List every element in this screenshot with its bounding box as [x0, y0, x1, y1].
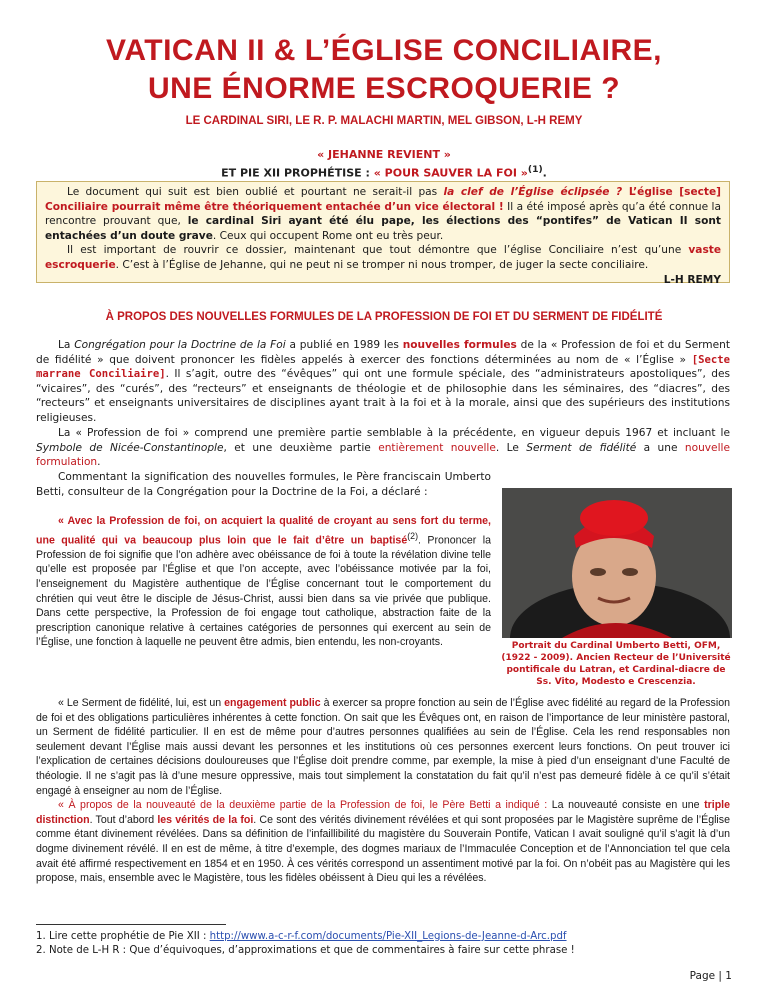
main-title-line2: UNE ÉNORME ESCROQUERIE ? — [147, 72, 621, 105]
subtitle-jehanne: « JEHANNE REVIENT » — [317, 148, 451, 161]
nouveaute-paragraph: « À propos de la nouveauté de la deuxième partie de la Profession de foi, le Père Betti a indiqué : La nouveauté consiste en une triple distinction. Tout d’abord les vérités de la foi. Ce sont des vérités divinement révélées et qui sont proposées par le Magistère suprême de l’Église comme étant divinement révélées. Dans sa définition de l’infaillibilité du magistère du Souverain Pontife, Vatican I avait souligné qu’il s’agit là d’un dogme divinement révélé. Il en est de même, à titre d’exemple, des dogmes mariaux de l’Immaculée Conception et de l’Annonciation tel que cela avait été affirmé respectivement en 1854 et en 1950. À ces vérités correspond un assentiment motivé par la foi. On n’obéit pas au Magistère qui les propose, mais, ensemble avec le Magistère, tous les fidèles obéissent à Dieu qui les a révélées. — [36, 799, 730, 885]
intro-box — [36, 181, 730, 286]
photo-caption: Portrait du Cardinal Umberto Betti, OFM, (1922 - 2009). Ancien Recteur de l’Université pontificale du Latran, et Cardinal-diacre de Ss. Vito, Modesto e Crescenzia. — [501, 641, 731, 687]
intro-paragraph-1: Le document qui suit est bien oublié et pourtant ne serait-il pas la clef de l’Église éclipsée ? L’église [secte] Conciliaire pourrait même être théoriquement entachée d’un vice électoral ! Il a été imposé après qu’a été connue la rencontre prouvant que, le cardinal Siri ayant été élu pape, les élections des “pontifes” de Vatican II sont entachées d’un doute grave. Ceux qui occupent Rome ont eu très peur. — [45, 186, 721, 242]
body-paragraph-3: Commentant la signification des nouvelles formules, le Père franciscain Umberto Betti, consulteur de la Congrégation pour la Doctrine de la Foi, a déclaré : — [36, 471, 491, 498]
subtitle-pie-xii: ET PIE XII PROPHÉTISE : « POUR SAUVER LA FOI »$^{(1)}$. — [221, 164, 547, 180]
body-paragraph-4: « Avec la Profession de foi, on acquiert la qualité de croyant au sens fort du terme, une qualité qui va beaucoup plus loin que le fait d’être un baptisé$^{(2)}$. Prononcer la Profession de foi signifie que l’on adhère avec obéissance de foi à toute la révélation divine telle qu’elle est proposée par l’Église et que l’on accepte, avec l’obéissance motivée par la foi, l’enseignement du Magistère authentique de l’Église concernant tout le comportement du chrétien qui veut être le disciple de Jésus-Christ, aussi bien dans sa vie privée que publique. Dans cette perspective, la Profession de foi engage tout catholique, abstraction faite de la prescription canonique relative à certaines catégories de personnes qui exercent au sein de l’Église, une fonction à laquelle ne peuvent être admis, bien entendu, les non-croyants. — [36, 515, 491, 649]
serment-paragraph: « Le Serment de fidélité, lui, est un engagement public à exercer sa propre fonction au sein de l’Église avec fidélité au regard de la Profession de foi et des obligations particulières inhérentes à cette fonction. On sait que les Évêques ont, en raison de l’importance de leur ministère pastoral, un Serment de fidélité particulier. Il en est de même pour d’autres personnes qualifiées au sein de l’Église. Cela les rend responsables non seulement devant l’Église mais aussi devant les personnes et les institutions où ces personnes exercent leurs fonctions. On peut trouver ici l’explication de certaines décisions douloureuses que l’Église doit prendre comme, par exemple, la mise à pied d’un enseignant d’une Faculté de théologie. Il ne s’agit pas là d’une mesure oppressive, mais tout simplement la constatation du fait qu’il n’est pas demeuré fidèle à ce qu’il s’était engagé à enseigner au nom de l’Église. — [36, 697, 730, 797]
section-title: À PROPOS DES NOUVELLES FORMULES DE LA PROFESSION DE FOI ET DU SERMENT DE FIDÉLITÉ — [105, 311, 663, 323]
cardinal-portrait-photo — [502, 488, 732, 638]
authors-line: LE CARDINAL SIRI, LE R. P. MALACHI MARTIN, MEL GIBSON, L-H REMY — [185, 115, 583, 127]
body-paragraph-2: La « Profession de foi » comprend une première partie semblable à la précédente, en vigueur depuis 1967 et incluant le Symbole de Nicée-Constantinople, et une deuxième partie entièrement nouvelle. Le Serment de fidélité a une nouvelle formulation. — [36, 427, 730, 469]
footnote-1-link[interactable]: http://www.a-c-r-f.com/documents/Pie-XII_Legions-de-Jeanne-d-Arc.pdf — [209, 931, 567, 942]
intro-signature: L-H REMY — [663, 273, 721, 286]
body-paragraph-1: La Congrégation pour la Doctrine de la Foi a publié en 1989 les nouvelles formules de la « Profession de foi et du Serment de fidélité » que doivent prononcer les fidèles appelés à exercer des fonctions déterminées au nom de « l’Église » [Secte marrane Conciliaire]. Il s’agit, outre des “évêques” qui ont une formule spéciale, des “administrateurs apostoliques”, des “vicaires”, des “curés”, des “recteurs” et enseignants de théologie et de philosophie dans les séminaires, des “diacres”, des “recteurs” et enseignants universitaires de disciplines ayant trait à la foi et à la morale, ainsi que des supérieurs des institutions religieuses. — [36, 339, 730, 424]
body-paragraph-5 — [36, 696, 730, 886]
page-number: Page | 1 — [689, 970, 732, 982]
footnote-2: 2. Note de L-H R : Que d’équivoques, d’approximations et que de commentaires à faire sur cette phrase ! — [36, 945, 575, 956]
main-title-line1: VATICAN II & L’ÉGLISE CONCILIAIRE, — [106, 34, 662, 67]
footnote-1: 1. Lire cette prophétie de Pie XII : http://www.a-c-r-f.com/documents/Pie-XII_Legions-de-Jeanne-d-Arc.pdf — [36, 931, 567, 942]
footnote-divider — [36, 924, 226, 925]
cardinal-portrait-icon — [502, 488, 732, 638]
intro-paragraph-2: Il est important de rouvrir ce dossier, maintenant que tout démontre que l’église Conciliaire n’est qu’une vaste escroquerie. C’est à l’Église de Jehanne, qui ne peut ni se tromper ni nous tromper, de juger la secte conciliaire. — [45, 244, 721, 271]
